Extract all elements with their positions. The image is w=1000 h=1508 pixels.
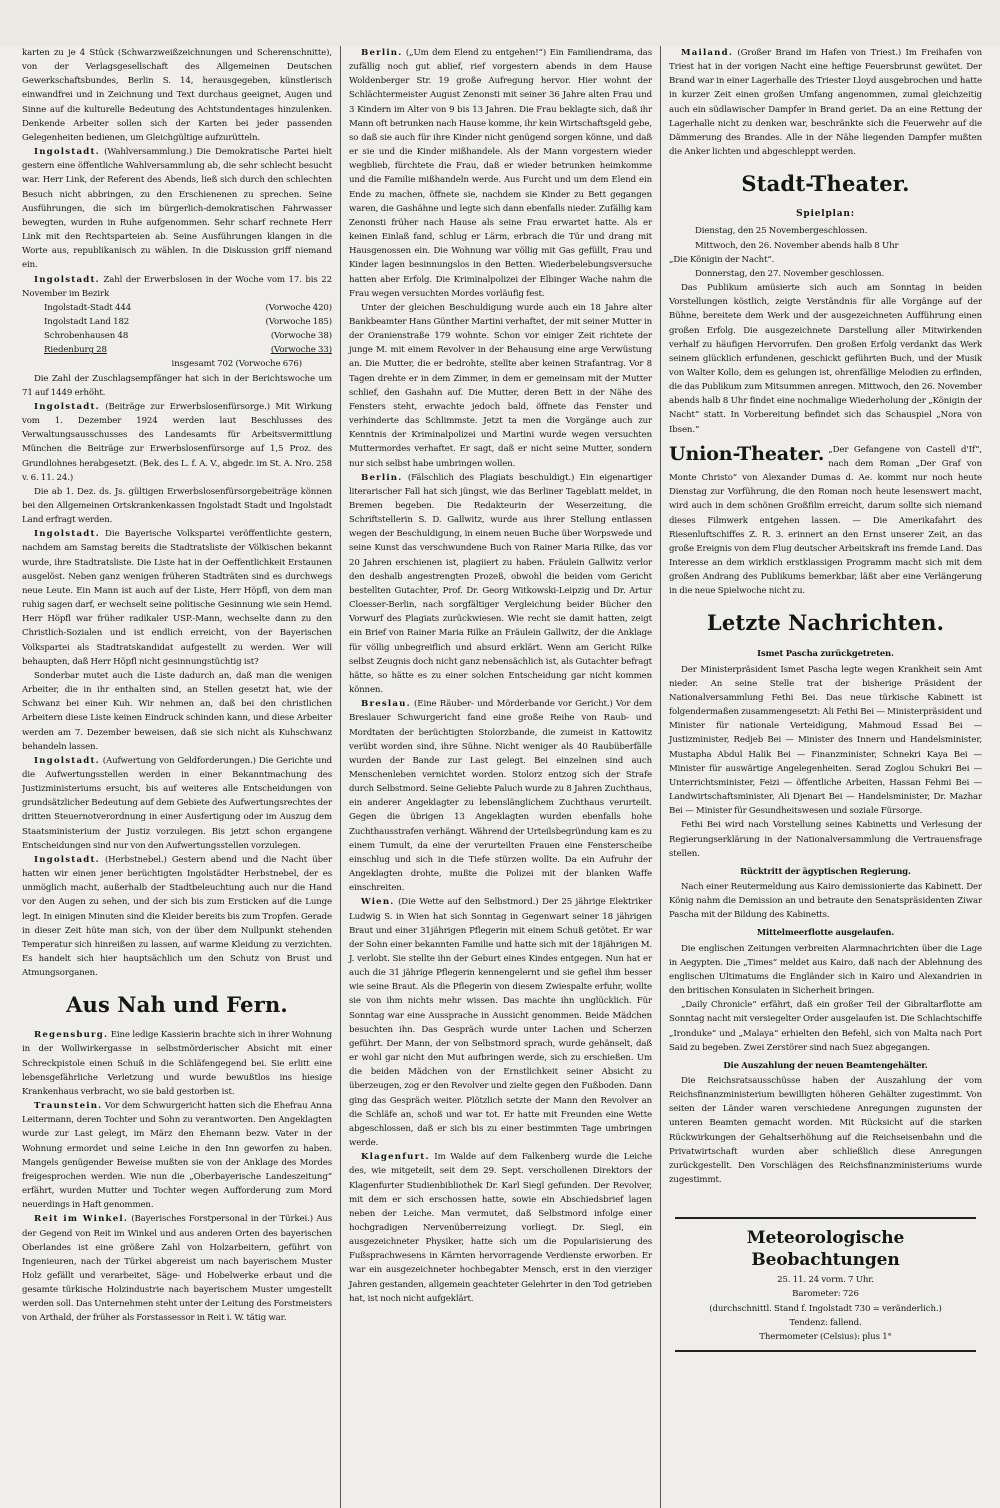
article-fuersorge-2: Die ab 1. Dez. ds. Js. gültigen Erwerbslosenfürsorgebeiträge können bei den Allgemeinen Ortskrankenkassen Ingolstadt Stadt und Ingolstadt Land erfragt werden. bbox=[22, 486, 332, 526]
dateline: Ingolstadt. bbox=[34, 529, 100, 540]
article-zuschlag: Die Zahl der Zuschlagsempfänger hat sich in der Berichtswoche um 71 auf 1449 erhöht. bbox=[22, 373, 332, 398]
article-text: (Beiträge zur Erwerbslosenfürsorge.) Mit Wirkung vom 1. Dezember 1924 werden laut Beschlusses des Verwaltungsausschusses des Landesamts für Arbeitsvermittlung München die Beiträge zur Erwerbslosenfürsorge auf 1,5 Proz. des Grundlohnes herabgesetzt. (Bek. des L. f. A. V., abgedr. im St. A. Nro. 258 v. 6. 11. 24.) bbox=[22, 401, 332, 483]
article-union-theater bbox=[669, 443, 982, 599]
table-cell: Ingolstadt-Stadt 444 bbox=[44, 302, 132, 313]
table-cell: (Vorwoche 38) bbox=[270, 331, 332, 342]
subheading-beamtengehaelter: Die Auszahlung der neuen Beamtengehälter. bbox=[723, 1059, 928, 1070]
subheading-aegypten: Rücktritt der ägyptischen Regierung. bbox=[740, 865, 911, 876]
article-daily-chronicle: „Daily Chronicle“ erfährt, daß ein großer Teil der Gibraltarflotte am Sonntag nacht mit versiegelter Order ausgelaufen ist. Die Schlachtschiffe „Ironduke“ und „Malaya“ erhielten den Befehl, sich von Malta nach Port Said zu begeben. Zwei Zerstörer sind nach Suez abgegangen. bbox=[669, 1000, 982, 1053]
schedule-line: Dienstag, den 25 Novembergeschlossen. bbox=[695, 226, 868, 237]
article-berlin-familiendrama bbox=[349, 46, 652, 301]
subheading-mittelmeerflotte: Mittelmeerflotte ausgelaufen. bbox=[756, 927, 895, 938]
article-postcards: karten zu je 4 Stück (Schwarzweißzeichnungen und Scherenschnitte), von der Verlagsgesellschaft des Allgemeinen Deutschen Gewerkschaftsbundes, Berlin S. 14, herausgegeben, künstlerisch einwandfrei und in Zeichnung und Text durchaus geeignet, Augen und Sinne auf die kulturelle Bedeutung des Achtstundentages hinzulenken. Denkende Arbeiter sollen sich der Karten bei jeder passenden Gelegenheiten bedienen, um Gleichgültige aufzurütteln. bbox=[22, 48, 332, 143]
page-top-margin bbox=[0, 0, 1000, 46]
article-sonderbar: Sonderbar mutet auch die Liste dadurch an, daß man die wenigen Arbeiter, die in ihr enthalten sind, an Stellen gesetzt hat, wie der Schwanz bei einer Kuh. Wir nehmen an, daß bei den christlichen Arbeitern diese Liste keinen Eindruck schinden kann, und diese Arbeiter werden am 7. Dezember beweisen, daß sie sich nicht als Kuhschwanz behandeln lassen. bbox=[22, 670, 332, 752]
section-heading-nah-und-fern: Aus Nah und Fern. bbox=[66, 992, 288, 1018]
dateline: Ingolstadt. bbox=[34, 755, 100, 766]
article-wien bbox=[349, 895, 652, 1150]
article-text: (Bayerisches Forstpersonal in der Türkei.) Aus der Gegend von Reit im Winkel und aus anderen Orten des bayerischen Oberlandes ist eine größere Zahl von Holzarbeitern, geführt von Ingenieuren, nach der Türkei abgereist um nach bayerischem Muster Holz gefällt und verarbeitet, Säge- und Hobelwerke erbaut und die gesamte türkische Holzindustrie nach bayerischem Muster umgestellt werden soll. Das Unternehmen steht unter der Leitung des Forstmeisters von Arthald, der früher als Forstassessor in Reit i. W. tätig war. bbox=[22, 1214, 333, 1324]
article-berlin-martini: Unter der gleichen Beschuldigung wurde auch ein 18 Jahre alter Bankbeamter Hans Günther Martini verhaftet, der mit seiner Mutter in der Oranienstraße 179 wohnte. Schon vor einiger Zeit richtete der junge M. mit einem Revolver in der Behausung eine arge Verwüstung an. Die Mutter, die er bedrohte, stellte aber keinen Strafantrag. Vor 8 Tagen drehte er in dem Zimmer, in dem er gemeinsam mit der Mutter schlief, den Gashahn auf. Die Mutter, deren Bett in der Nähe des Fensters steht, erwachte jedoch bald, öffnete das Fenster und verhinderte das Schlimmste. Jetzt ta men die Vorgänge auch zur Kenntnis der Kriminalpolizei und Martini wurde wegen versuchten Muttermordes verhaftet. Er sagt, daß er nicht seine Mutter, sondern nur sich selbst habe umbringen wollen. bbox=[349, 302, 652, 469]
spielplan-label: Spielplan: bbox=[796, 209, 855, 220]
article-regensburg bbox=[22, 1028, 332, 1099]
article-herbstnebel bbox=[22, 853, 332, 980]
table-cell: Ingolstadt Land 182 bbox=[44, 316, 130, 327]
section-heading-stadt-theater: Stadt-Theater. bbox=[741, 171, 910, 197]
article-wahlversammlung bbox=[22, 145, 332, 272]
dateline: Berlin. bbox=[361, 48, 403, 58]
column-2 bbox=[340, 46, 660, 1508]
table-cell: (Vorwoche 185) bbox=[265, 316, 332, 327]
article-aegypten: Nach einer Reutermeldung aus Kairo demissionierte das Kabinett. Der König nahm die Demission an und betraute den Senatspräsidenten Ziwar Pascha mit der Bildung des Kabinetts. bbox=[669, 881, 982, 921]
schedule-line: Mittwoch, den 26. November abends halb 8 Uhr bbox=[695, 240, 899, 251]
article-breslau bbox=[349, 697, 652, 895]
dateline: Reit im Winkel. bbox=[34, 1214, 129, 1225]
article-beamtengehaelter: Die Reichsratsausschüsse haben der Auszahlung der vom Reichsfinanzministerium bewilligten höheren Gehälter zugestimmt. Von seiten der Länder waren verschiedene Anregungen zugunsten der unteren Beamten gemacht worden. Mit Rücksicht auf die starken Rückwirkungen der Gehaltserhöhung auf die Reichseisenbahn und die Privatwirtschaft wurden aber schließlich diese Anregungen zurückgestellt. Den Vorschlägen des Reichsfinanzministeriums wurde zugestimmt. bbox=[669, 1076, 982, 1186]
table-row bbox=[22, 329, 332, 343]
dateline: Ingolstadt. bbox=[34, 274, 100, 285]
column-1 bbox=[22, 46, 340, 1508]
article-text: Zahl der Erwerbslosen in der Woche vom 17. bis 22 November im Bezirk bbox=[22, 274, 332, 299]
union-theater-title: Union-Theater. bbox=[669, 442, 825, 465]
article-text: Im Walde auf dem Falkenberg wurde die Leiche des, wie mitgeteilt, seit dem 29. Sept. verschollenen Direktors der Klagenfurter Studienbibliothek Dr. Karl Siegl gefunden. Der Revolver, mit dem er sich erschossen hatte, sowie ein Abschiedsbrief lagen neben der Leiche. Man vermutet, daß Selbstmord infolge einer hochgradigen Nervenüberreizung vorliegt. Dr. Siegl, ein ausgezeichneter Physiker, hatte sich um die Popularisierung des Fußsprachwesens in Kärnten hervorragende Verdienste erworben. Er war ein ausgezeichneter hochbegabter Mensch, erst in den vierziger Jahren gestanden, allgemein geachteter Gelehrter in den Tod getrieben hat, ist noch nicht aufgeklärt. bbox=[349, 1152, 652, 1304]
table-cell: (Vorwoche 33) bbox=[270, 345, 332, 356]
article-text: (Eine Räuber- und Mörderbande vor Gericht.) Vor dem Breslauer Schwurgericht fand eine große Reihe von Raub- und Mordtaten der berüchtigten Stolorzbande, die zumeist in Kattowitz verübt worden sind, ihre Sühne. Nicht weniger als 40 Raubüberfälle wurden der Bande zur Last gelegt. Bei einzelnen sind auch Menschenleben vernichtet worden. Stolorz entzog sich der Strafe durch Selbstmord. Seine Geliebte Paluch wurde zu 8 Jahren Zuchthaus, ein anderer Angeklagter zu lebenslänglichem Zuchthaus verurteilt. Gegen die übrigen 13 Angeklagten wurden ebenfalls hohe Zuchthausstrafen verhängt. Während der Urteilsbegründung kam es zu einem Tumult, da eine der verurteilten Frauen eine Fensterscheibe einschlug und sich in die Tiefe stürzen wollte. Da ein Aufruhr der Angeklagten drohte, mußte die Polizei mit der blanken Waffe einschreiten. bbox=[349, 699, 652, 894]
weather-tendency: Tendenz: fallend. bbox=[789, 1317, 862, 1328]
dateline: Breslau. bbox=[361, 699, 411, 710]
dateline: Ingolstadt. bbox=[34, 401, 100, 412]
dateline: Wien. bbox=[361, 897, 395, 908]
dateline: Berlin. bbox=[361, 472, 403, 483]
article-fethi: Fethi Bei wird nach Vorstellung seines Kabinetts und Verlesung der Regierungserklärung in der Nationalversammlung die Vertrauensfrage stellen. bbox=[669, 820, 982, 859]
column-3 bbox=[660, 46, 982, 1508]
article-erwerbslose bbox=[22, 273, 332, 301]
dateline: Mailand. bbox=[681, 48, 734, 58]
weather-date: 25. 11. 24 vorm. 7 Uhr. bbox=[777, 1275, 874, 1286]
dateline: Klagenfurt. bbox=[361, 1152, 430, 1163]
article-text: Eine ledige Kassierin brachte sich in ihrer Wohnung in der Wollwirkergasse in selbstmörderischer Absicht mit einer Schreckpistole einen Schuß in die Schläfengegend bei. Sie erlitt eine lebensgefährliche Verletzung und wurde bewußtlos ins hiesige Krankenhaus verbracht, wo sie bald gestorben ist. bbox=[22, 1030, 332, 1097]
table-row bbox=[22, 301, 332, 315]
article-text: „Der Gefangene von Castell d'If“, nach dem Roman „Der Graf von Monte Christo“ von Alexander Dumas d. Ae. kommt nur noch heute Dienstag zur Vorführung, die den Roman noch heute lesenswert macht, wird auch in dem schönen Großfilm erreicht, darum sollte sich niemand dieses Filmwerk entgehen lassen. — Die Amerikafahrt des Riesenluftschiffes Z. R. 3. erinnert an den Ernst unserer Zeit, an das große Ereignis von dem Flug deutscher Arbeitskraft ins fremde Land. Das Interesse an dem wirklich erstklassigen Programm macht sich mit dem großen Andrang des Publikums bemerkbar, läßt aber eine Verlängerung in die neue Spielwoche nicht zu. bbox=[669, 444, 982, 597]
article-fuersorge bbox=[22, 400, 332, 485]
unemployment-table bbox=[22, 301, 332, 372]
article-mailand bbox=[669, 46, 982, 159]
article-ismet: Der Ministerpräsident Ismet Pascha legte wegen Krankheit sein Amt nieder. An seine Stelle trat der bisherige Präsident der Nationalversammlung Fethi Bei. Das neue türkische Kabinett ist folgendermaßen zusammengesetzt: Ali Fethi Bei — Ministerpräsident und Minister für nationale Verteidigung, Mahmoud Essad Bei — Justizminister, Redjeb Bei — Minister des Innern und Handelsminister, Mustapha Abdul Halik Bei — Finanzminister, Schnekri Kaya Bei — Minister für auswärtige Angelegenheiten. Serad Zoglou Schukri Bei — Unterrichtsminister, Feizi — öffentliche Arbeiten, Hassan Fehmi Bei — Landwirtschaftsminister, Ali Djenart Bei — Handelsminister, Dr. Mazhar Bei — Minister für Gesundheitswesen und soziale Fürsorge. bbox=[669, 664, 982, 817]
article-text: (Aufwertung von Geldforderungen.) Die Gerichte und die Aufwertungsstellen werden in einer Bekanntmachung des Justizministeriums ersucht, bis auf weiteres alle Entscheidungen von grundsätzlicher Bedeutung auf dem Gebiete des Aufwertungsrechtes der dritten Steuernotverordnung in einer Ausfertigung oder im Auszug dem Staatsministerium der Justiz vorzulegen. Bis jetzt schon ergangene Entscheidungen sind nur von den Aufwertungsstellen vorzulegen. bbox=[22, 755, 332, 851]
article-reit-im-winkel bbox=[22, 1212, 332, 1325]
dateline: Ingolstadt. bbox=[34, 854, 100, 865]
weather-average: (durchschnittl. Stand f. Ingolstadt 730 = veränderlich.) bbox=[709, 1303, 942, 1314]
article-volkspartei bbox=[22, 527, 332, 669]
weather-title: Meteorologische Beobachtungen bbox=[746, 1228, 905, 1271]
schedule-line: „Die Königin der Nacht“. bbox=[669, 254, 775, 265]
table-cell: (Vorwoche 420) bbox=[265, 302, 332, 313]
article-text: (Fälschlich des Plagiats beschuldigt.) Ein eigenartiger literarischer Fall hat sich jüngst, wie das Berliner Tageblatt meldet, in Bremen begeben. Die Redakteurin der Weserzeitung, die Schriftstellerin S. D. Gallwitz, wurde aus ihrer Stellung entlassen wegen der Beschuldigung, in einem neuen Buche über Worpswede und seine Kunst das verschwundene Buch von Rainer Maria Rilke, das vor 20 Jahren erschienen ist, plagiiert zu haben. Fräulein Gallwitz verlor den deshalb angestrengten Prozeß, obwohl die beiden vom Gericht bestellten Gutachter, Prof. Dr. Georg Witkowski-Leipzig und Dr. Artur Cloesser-Berlin, nach sorgfältiger Vergleichung beider Bücher den Vorwurf des Plagiats zurückwiesen. Wie recht sie damit hatten, zeigt ein Brief von Rainer Maria Rilke an Fräulein Gallwitz, der die Anklage für völlig unbegreiflich und absurd erklärt. Wenn am Gericht Rilke selbst Zeugnis doch nicht ganz nebensächlich ist, als Gutachter befragt hätte, so hätte es zu einer solchen Entscheidung gar nicht kommen können. bbox=[349, 472, 652, 696]
article-text: (Großer Brand im Hafen von Triest.) Im Freihafen von Triest hat in der vorigen Nacht eine heftige Feuersbrunst gewütet. Der Brand war in einer Lagerhalle des Triester Lloyd ausgebrochen und hatte in kurzer Zeit einen großen Umfang angenommen, zumal gleichzeitig auch ein südlawischer Dampfer in Brand geriet. Da an eine Rettung der Lagerhalle nicht zu denken war, beschränkte sich die Feuerwehr auf die Dämmerung des Brandes. Alle in der Nähe liegenden Dampfer mußten die Anker lichten und abgeschleppt werden. bbox=[669, 48, 982, 158]
article-mittelmeerflotte: Die englischen Zeitungen verbreiten Alarmnachrichten über die Lage in Aegypten. Die „Times“ meldet aus Kairo, daß nach der Ablehnung des englischen Ultimatums die Engländer sich in Kairo und Alexandrien in den britischen Konsulaten in Sicherheit bringen. bbox=[669, 943, 982, 997]
schedule-line: Donnerstag, den 27. November geschlossen. bbox=[695, 268, 885, 279]
table-cell: Riedenburg 28 bbox=[44, 345, 107, 356]
dateline: Ingolstadt. bbox=[34, 147, 100, 158]
dateline: Regensburg. bbox=[34, 1030, 109, 1041]
article-text: („Um dem Elend zu entgehen!“) Ein Familiendrama, das zufällig noch gut ablief, rief vorgestern abends in dem Hause Woldenberger Str. 19 große Aufregung hervor. Hier wohnt der Schlächtermeister August Zenonsti mit seiner 36 Jahre alten Frau und 3 Kindern im Alter von 9 bis 13 Jahren. Die Frau beklagte sich, daß ihr Mann oft betrunken nach Hause komme, ihr kein Wirtschaftsgeld gebe, so daß sie auch für ihre Kinder nicht genügend sorgen könne, und daß er sie und die Kinder mißhandele. Als der Mann vorgestern wieder wegblieb, fürchtete die Frau, daß er wieder betrunken heimkomme und die Familie mißhandeln werde. Aus Furcht und um dem Elend ein Ende zu machen, öffnete sie, nachdem sie Kinder zu Bett gegangen waren, die Gashähne und legte sich dann ebenfalls nieder. Zufällig kam Zenonsti früher nach Hause als seine Frau erwartet hatte. Als er keinen Einlaß fand, schlug er Lärm, erbrach die Tür und drang mit Hausgenossen ein. Die Wohnung war völlig mit Gas gefüllt, Frau und Kinder lagen besinnungslos in den Betten. Wiederbelebungsversuche hatten aber Erfolg. Die Kriminalpolizei der Elbinger Wache nahm die Frau wegen versuchten Mordes vorläufig fest. bbox=[349, 48, 652, 299]
table-row bbox=[22, 315, 332, 329]
weather-barometer: Barometer: 726 bbox=[792, 1289, 859, 1300]
weather-box bbox=[675, 1217, 976, 1352]
article-text: (Wahlversammlung.) Die Demokratische Partei hielt gestern eine öffentliche Wahlversammlung ab, die sehr schlecht besucht war. Herr Link, der Referent des Abends, ließ sich durch den schlechten Besuch nicht abbringen, zu den Erschienenen zu sprechen. Seine Ausführungen, die sich im bürgerlich-demokratischen Fahrwasser bewegten, wurden in Ruhe aufgenommen. Sehr scharf rechnete Herr Link mit den Rechtsparteien ab. Seine Ausführungen klangen in die Worte aus, republikanisch zu wählen. In die Diskussion griff niemand ein. bbox=[22, 147, 332, 271]
table-total: insgesamt 702 (Vorwoche 676) bbox=[171, 359, 302, 370]
article-text: Die Bayerische Volkspartei veröffentlichte gestern, nachdem am Samstag bereits die Stadtratsliste der Völkischen bekannt wurde, ihre Stadtratsliste. Die Liste hat in der Oeffentlichkeit Erstaunen ausgelöst. Neben ganz wenigen früheren Stadträten sind es durchwegs neue Leute. Ein Mann ist auch auf der Liste, Herr Höpfl, von dem man ruhig sagen darf, er wechselt seine politische Gesinnung wie sein Hemd. Herr Höpfl war früher radikaler USP.-Mann, wechselte dann zu den Christlich-Sozialen und ist endlich erreicht, von der Bayerischen Volkspartei als Stadtratskandidat aufgestellt zu werden. Wer will behaupten, daß Herr Höpfl nicht gesinnungstüchtig ist? bbox=[22, 529, 332, 667]
article-text: (Die Wette auf den Selbstmord.) Der 25 jährige Elektriker Ludwig S. in Wien hat sich Sonntag in Gegenwart seiner 18 jährigen Braut und einer 31jährigen Pflegerin mit einem Schuß getötet. Er war der Sohn einer bekannten Familie und hatte sich mit der 18jährigen M. J. verlobt. Sie stellte ihn der Geburt eines Kindes entgegen. Nun hat er auch die 31 jährige Pflegerin kennengelernt und sie gefiel ihm besser wie seine Braut. Als die Pflegerin von diesem Zwiespalte erfuhr, wollte sie von ihm nichts mehr wissen. Das machte ihn unglücklich. Für Sonntag war eine Aussprache in Aussicht genommen. Beide Mädchen besuchten ihn. Das Gespräch wurde unter Lachen und Scherzen geführt. Der Mann, der von Selbstmord sprach, wurde gehänselt, daß er wohl gar nicht den Mut aufbringen werde, sich zu erschießen. Um die beiden Mädchen von der Ernstlichkeit seiner Absicht zu überzeugen, zog er den Revolver und zielte gegen den Fußboden. Dann ging das Gespräch weiter. Plötzlich setzte der Mann den Revolver an die Schläfe an, schoß und war tot. Er hatte mit Freunden eine Wette abgeschlossen, daß er sich bis zu einer bestimmten Tage umbringen werde. bbox=[349, 897, 652, 1149]
subheading-ismet: Ismet Pascha zurückgetreten. bbox=[757, 648, 894, 659]
table-row bbox=[22, 343, 332, 357]
article-text: (Herbstnebel.) Gestern abend und die Nacht über hatten wir einen jener berüchtigten Ingolstädter Herbstnebel, der es unmöglich macht, außerhalb der Stadtbeleuchtung auch nur die Hand vor den Augen zu sehen, und der sich bis zum Ersticken auf die Lunge legt. In einigen Minuten sind die Kleider bereits bis zum Tropfen. Gerade in dieser Zeit hüte man sich, von der über dem Nullpunkt stehenden Temperatur sich hinreißen zu lassen, auf warme Kleidung zu verzichten. Es handelt sich hier hauptsächlich um den Schutz von Brust und Atmungsorganen. bbox=[22, 854, 332, 979]
article-aufwertung bbox=[22, 754, 332, 853]
table-cell: Schrobenhausen 48 bbox=[44, 331, 129, 342]
article-theater-review: Das Publikum amüsierte sich auch am Sonntag in beiden Vorstellungen köstlich, zeigte Verständnis für alle Vorgänge auf der Bühne, bereitete dem Werk und der ausgezeichneten Aufführung einen großen Erfolg. Die ausgezeichnete Darstellung aller Mitwirkenden verhalf zu häufigen Hervorrufen. Den großen Erfolg verdankt das Werk seinem glücklich erfundenen, geschickt geführten Buch, und der Musik von Walter Kollo, dem es gelungen ist, ohrenfällige Melodien zu erfinden, die das Publikum zum Mitsummen anregen. Mittwoch, den 26. November abends halb 8 Uhr findet eine nochmalige Wiederholung der „Königin der Nacht“ statt. In Vorbereitung befindet sich das Schauspiel „Nora von Ibsen.“ bbox=[669, 283, 982, 435]
article-text: Vor dem Schwurgericht hatten sich die Ehefrau Anna Leitermann, deren Tochter und Sohn zu verantworten. Den Angeklagten wurde zur Last gelegt, im März den Ehemann bezw. Vater in der Wohnung ermordet und seine Leiche in den Inn geworfen zu haben. Mangels genügender Beweise mußten sie von der Anklage des Mordes freigesprochen werden. Wie nun die „Oberbayerische Landeszeitung“ erfährt, wurden Mutter und Tochter wegen Aufforderung zum Mord neuerdings in Haft genommen. bbox=[22, 1101, 332, 1211]
section-heading-letzte-nachrichten: Letzte Nachrichten. bbox=[706, 610, 945, 636]
article-traunstein bbox=[22, 1099, 332, 1212]
article-klagenfurt bbox=[349, 1150, 652, 1306]
article-berlin-plagiat bbox=[349, 471, 652, 698]
weather-thermometer: Thermometer (Celsius): plus 1° bbox=[759, 1331, 892, 1342]
dateline: Traunstein. bbox=[34, 1101, 103, 1112]
